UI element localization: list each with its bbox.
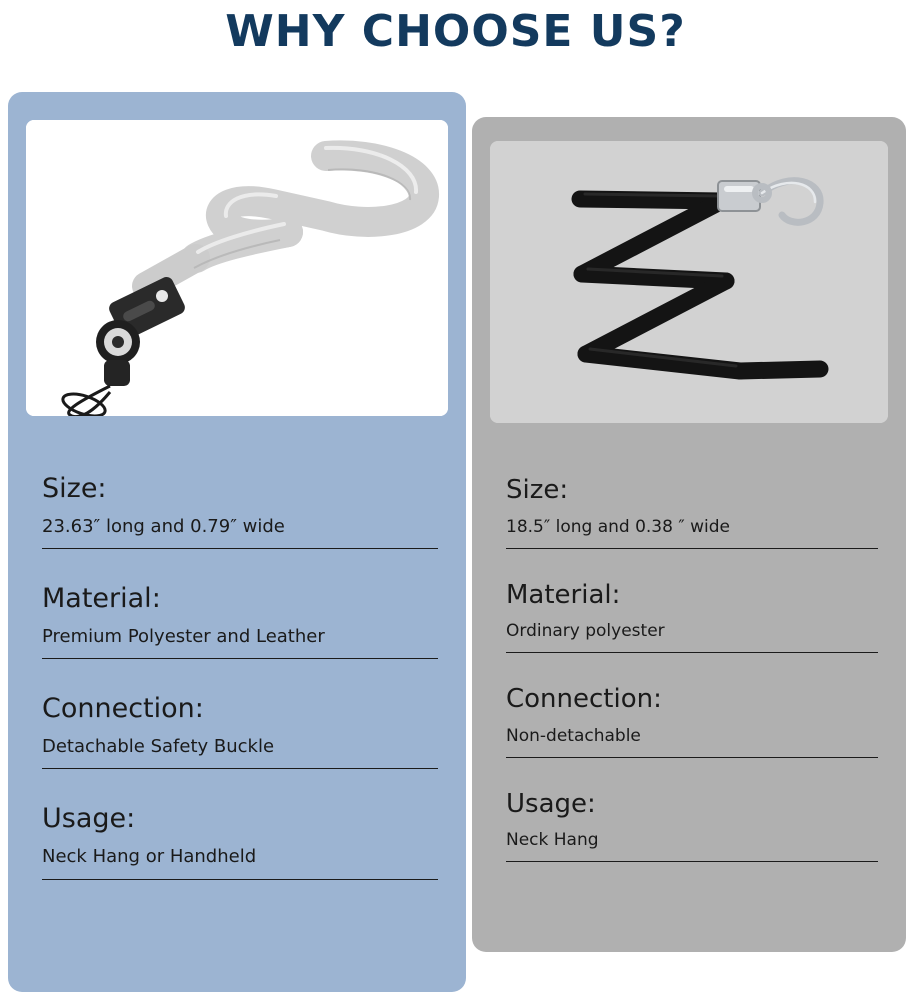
spec-label-connection: Connection:: [506, 684, 662, 715]
spec-row-usage: [42, 802, 438, 879]
spec-value-material: Premium Polyester and Leather: [42, 625, 325, 647]
spec-row-size: [42, 472, 438, 549]
spec-label-size: Size:: [42, 473, 107, 504]
page-title: WHY CHOOSE US?: [225, 6, 686, 57]
spec-value-material: Ordinary polyester: [506, 621, 665, 642]
product-photo-premium-lanyard: [26, 120, 448, 416]
spec-label-usage: Usage:: [506, 788, 596, 819]
spec-value-connection: Detachable Safety Buckle: [42, 736, 275, 758]
spec-label-material: Material:: [42, 583, 161, 615]
spec-row-size: [506, 474, 878, 549]
spec-row-material: [506, 579, 878, 654]
spec-value-size: 23.63″ long and 0.79″ wide: [42, 515, 285, 537]
comparison-card-premium: [8, 92, 466, 992]
spec-row-connection: [506, 683, 878, 758]
spec-value-usage: Neck Hang or Handheld: [42, 846, 257, 868]
spec-label-connection: Connection:: [42, 693, 204, 725]
spec-list-premium: [42, 472, 438, 913]
grey-lanyard-illustration: [26, 120, 448, 416]
spec-label-size: Size:: [506, 475, 569, 505]
product-photo-ordinary-lanyard: [490, 141, 888, 423]
comparison-card-ordinary: [472, 117, 906, 952]
spec-label-material: Material:: [506, 579, 621, 610]
spec-value-usage: Neck Hang: [506, 830, 599, 851]
spec-list-ordinary: [506, 474, 878, 892]
black-lanyard-illustration: [490, 141, 888, 423]
spec-row-connection: [42, 692, 438, 769]
spec-row-material: [42, 582, 438, 659]
spec-value-size: 18.5″ long and 0.38 ″ wide: [506, 516, 730, 537]
spec-value-connection: Non-detachable: [506, 725, 641, 746]
spec-row-usage: [506, 788, 878, 863]
spec-label-usage: Usage:: [42, 803, 136, 835]
